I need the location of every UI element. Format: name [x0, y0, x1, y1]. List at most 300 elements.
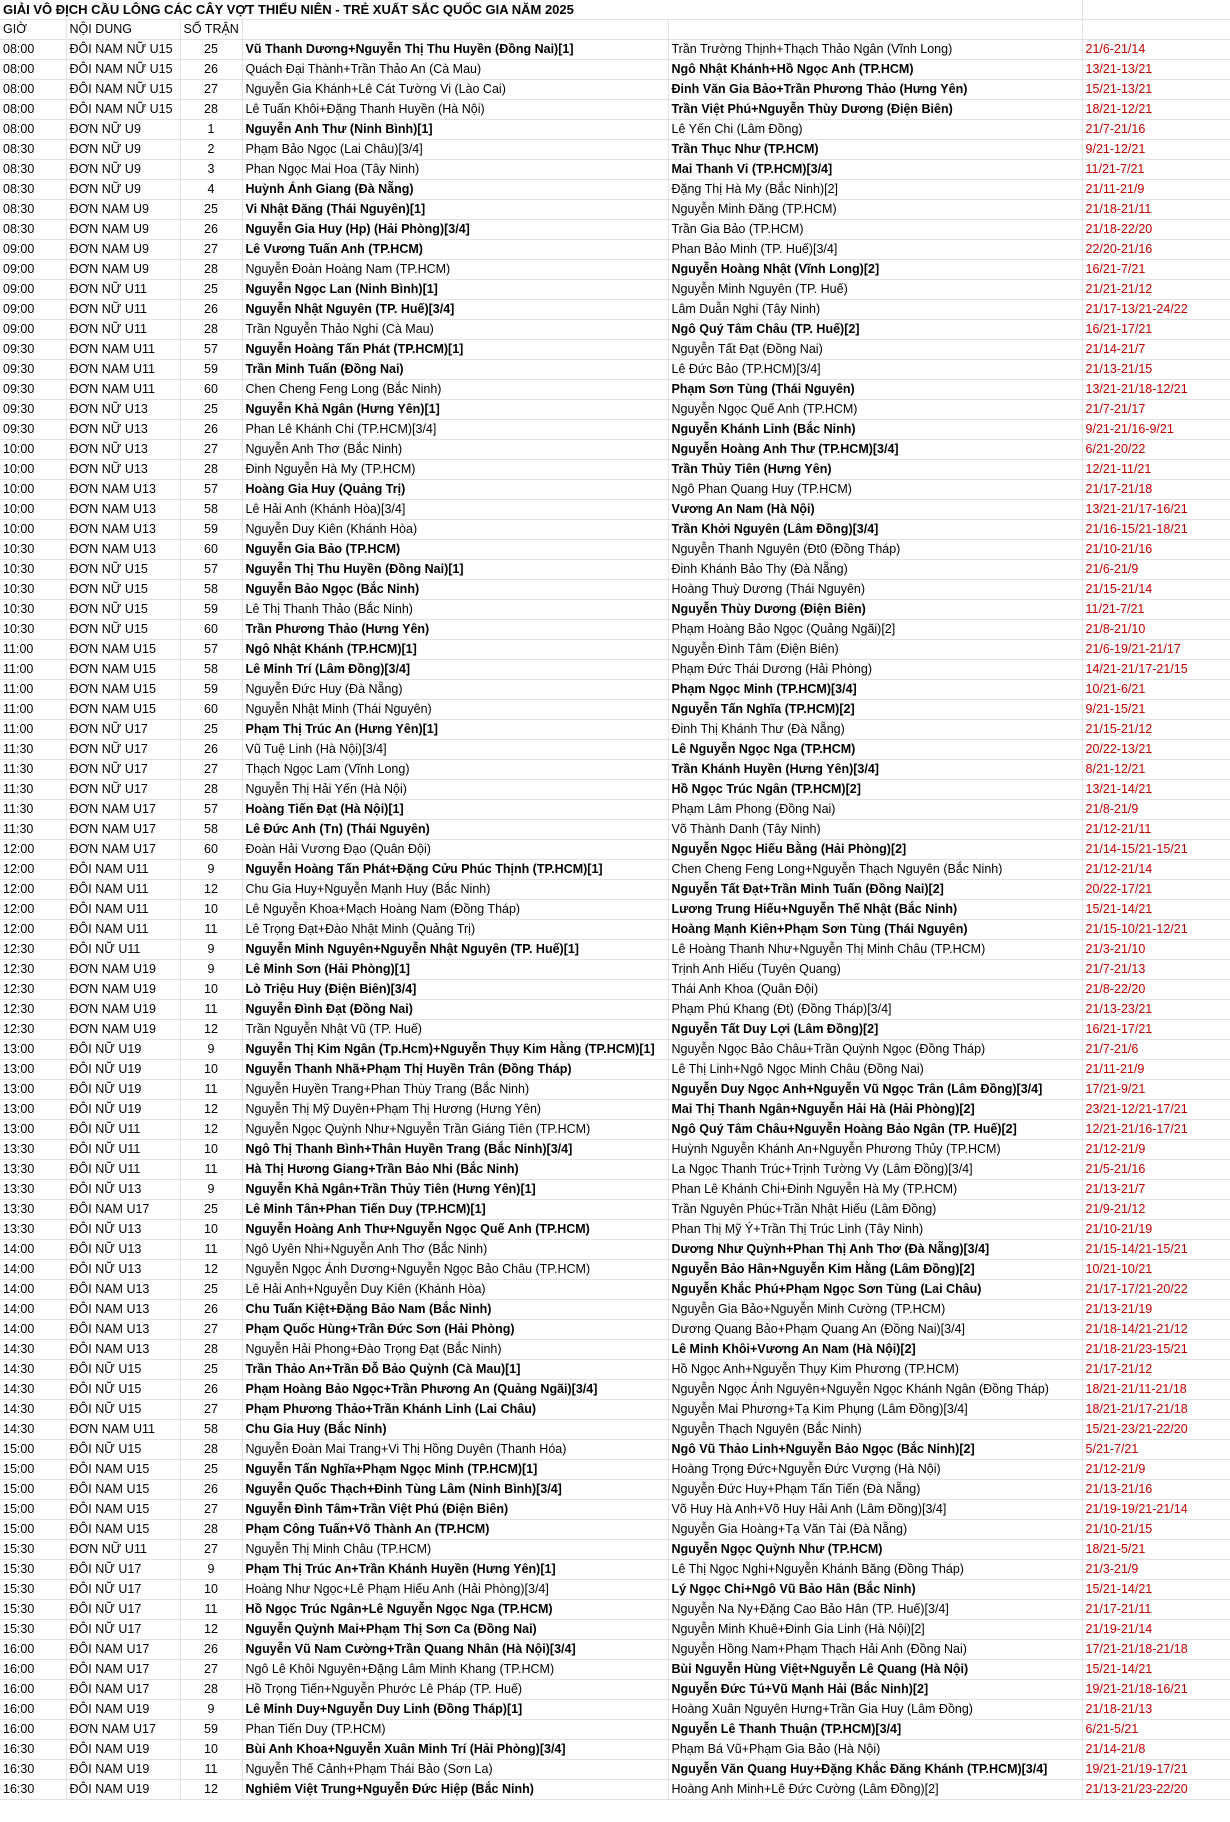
player-2-cell: Trần Khánh Huyền (Hưng Yên)[3/4]: [668, 760, 1082, 780]
match-number-cell: 57: [180, 560, 242, 580]
match-number-cell: 27: [180, 240, 242, 260]
player-1-cell: Lê Nguyễn Khoa+Mạch Hoàng Nam (Đồng Tháp): [242, 900, 668, 920]
player-1-cell: Nguyễn Anh Thơ (Bắc Ninh): [242, 440, 668, 460]
player-1-cell: Nguyễn Đoàn Hoàng Nam (TP.HCM): [242, 260, 668, 280]
match-number-cell: 60: [180, 380, 242, 400]
score-cell: 21/7-21/17: [1082, 400, 1230, 420]
player-1-cell: Thạch Ngọc Lam (Vĩnh Long): [242, 760, 668, 780]
table-row: [0, 980, 1230, 1000]
header-blank: [668, 20, 1082, 40]
player-1-cell: Lê Hải Anh (Khánh Hòa)[3/4]: [242, 500, 668, 520]
time-cell: 12:30: [0, 1000, 66, 1020]
player-2-cell: Vương An Nam (Hà Nội): [668, 500, 1082, 520]
match-number-cell: 27: [180, 80, 242, 100]
player-2-cell: Nguyễn Văn Quang Huy+Đặng Khắc Đăng Khánh (TP.HCM)[3/4]: [668, 1760, 1082, 1780]
match-number-cell: 59: [180, 520, 242, 540]
table-row: [0, 520, 1230, 540]
event-cell: ĐÔI NỮ U17: [66, 1560, 180, 1580]
score-cell: 19/21-21/19-17/21: [1082, 1760, 1230, 1780]
player-1-cell: Hà Thị Hương Giang+Trần Bảo Nhi (Bắc Ninh): [242, 1160, 668, 1180]
table-row: [0, 1260, 1230, 1280]
event-cell: ĐƠN NAM U15: [66, 660, 180, 680]
player-2-cell: Hồ Ngọc Trúc Ngân (TP.HCM)[2]: [668, 780, 1082, 800]
player-2-cell: Lê Thị Linh+Ngô Ngọc Minh Châu (Đồng Nai): [668, 1060, 1082, 1080]
match-number-cell: 58: [180, 580, 242, 600]
match-number-cell: 57: [180, 800, 242, 820]
score-cell: 21/11-21/9: [1082, 180, 1230, 200]
player-1-cell: Nguyễn Quốc Thạch+Đinh Tùng Lâm (Ninh Bình)[3/4]: [242, 1480, 668, 1500]
event-cell: ĐÔI NAM U17: [66, 1640, 180, 1660]
event-cell: ĐÔI NỮ U13: [66, 1260, 180, 1280]
table-row: [0, 1660, 1230, 1680]
score-cell: 21/18-22/20: [1082, 220, 1230, 240]
match-number-cell: 10: [180, 980, 242, 1000]
player-2-cell: Nguyễn Đình Tâm (Điện Biên): [668, 640, 1082, 660]
time-cell: 14:00: [0, 1260, 66, 1280]
player-1-cell: Vũ Thanh Dương+Nguyễn Thị Thu Huyền (Đồng Nai)[1]: [242, 40, 668, 60]
match-number-cell: 12: [180, 1260, 242, 1280]
table-row: [0, 1740, 1230, 1760]
match-number-cell: 27: [180, 1400, 242, 1420]
time-cell: 12:00: [0, 880, 66, 900]
table-row: [0, 460, 1230, 480]
event-cell: ĐƠN NAM U9: [66, 240, 180, 260]
score-cell: 21/12-21/11: [1082, 820, 1230, 840]
player-2-cell: Hồ Ngọc Anh+Nguyễn Thụy Kim Phương (TP.HCM): [668, 1360, 1082, 1380]
event-cell: ĐÔI NAM U19: [66, 1780, 180, 1800]
table-row: [0, 480, 1230, 500]
time-cell: 13:30: [0, 1200, 66, 1220]
time-cell: 11:30: [0, 780, 66, 800]
player-1-cell: Nguyễn Vũ Nam Cường+Trần Quang Nhân (Hà Nội)[3/4]: [242, 1640, 668, 1660]
match-number-cell: 28: [180, 260, 242, 280]
time-cell: 13:00: [0, 1080, 66, 1100]
table-row: [0, 1380, 1230, 1400]
score-cell: 21/9-21/12: [1082, 1200, 1230, 1220]
score-cell: 21/8-21/10: [1082, 620, 1230, 640]
event-cell: ĐÔI NAM U11: [66, 860, 180, 880]
score-cell: 6/21-20/22: [1082, 440, 1230, 460]
time-cell: 14:00: [0, 1280, 66, 1300]
time-cell: 16:00: [0, 1680, 66, 1700]
event-cell: ĐƠN NỮ U17: [66, 740, 180, 760]
player-1-cell: Nguyễn Gia Bảo (TP.HCM): [242, 540, 668, 560]
player-1-cell: Phạm Công Tuấn+Võ Thành An (TP.HCM): [242, 1520, 668, 1540]
score-cell: 16/21-7/21: [1082, 260, 1230, 280]
score-cell: 18/21-5/21: [1082, 1540, 1230, 1560]
time-cell: 12:30: [0, 1020, 66, 1040]
event-cell: ĐƠN NỮ U15: [66, 600, 180, 620]
table-row: [0, 1680, 1230, 1700]
match-number-cell: 57: [180, 480, 242, 500]
event-cell: ĐÔI NAM NỮ U15: [66, 60, 180, 80]
table-row: [0, 1780, 1230, 1800]
score-cell: 15/21-13/21: [1082, 80, 1230, 100]
match-number-cell: 12: [180, 1620, 242, 1640]
player-2-cell: Thái Anh Khoa (Quân Đội): [668, 980, 1082, 1000]
player-2-cell: Nguyễn Hoàng Anh Thư (TP.HCM)[3/4]: [668, 440, 1082, 460]
event-cell: ĐÔI NAM NỮ U15: [66, 40, 180, 60]
table-row: [0, 800, 1230, 820]
match-number-cell: 3: [180, 160, 242, 180]
table-row: [0, 1020, 1230, 1040]
player-1-cell: Nguyễn Anh Thư (Ninh Bình)[1]: [242, 120, 668, 140]
event-cell: ĐƠN NỮ U17: [66, 760, 180, 780]
time-cell: 09:00: [0, 240, 66, 260]
time-cell: 12:30: [0, 960, 66, 980]
event-cell: ĐƠN NAM U19: [66, 980, 180, 1000]
match-number-cell: 58: [180, 820, 242, 840]
match-number-cell: 59: [180, 600, 242, 620]
header-row: [0, 20, 1230, 40]
player-2-cell: Chen Cheng Feng Long+Nguyễn Thạch Nguyên (Bắc Ninh): [668, 860, 1082, 880]
match-number-cell: 10: [180, 900, 242, 920]
event-cell: ĐÔI NAM U17: [66, 1680, 180, 1700]
event-cell: ĐÔI NỮ U13: [66, 1240, 180, 1260]
player-2-cell: Nguyễn Tất Đạt (Đồng Nai): [668, 340, 1082, 360]
header-time: GIỜ: [0, 20, 66, 40]
table-row: [0, 1300, 1230, 1320]
score-cell: 21/13-21/19: [1082, 1300, 1230, 1320]
match-number-cell: 25: [180, 1360, 242, 1380]
player-2-cell: Hoàng Thuỳ Dương (Thái Nguyên): [668, 580, 1082, 600]
event-cell: ĐÔI NỮ U19: [66, 1040, 180, 1060]
player-2-cell: Dương Quang Bảo+Phạm Quang An (Đồng Nai)[3/4]: [668, 1320, 1082, 1340]
player-1-cell: Trần Nguyễn Nhật Vũ (TP. Huế): [242, 1020, 668, 1040]
time-cell: 12:00: [0, 860, 66, 880]
player-1-cell: Nguyễn Hải Phong+Đào Trọng Đạt (Bắc Ninh): [242, 1340, 668, 1360]
event-cell: ĐƠN NAM U11: [66, 1420, 180, 1440]
event-cell: ĐƠN NỮ U11: [66, 1540, 180, 1560]
table-row: [0, 140, 1230, 160]
table-row: [0, 1080, 1230, 1100]
event-cell: ĐƠN NAM U13: [66, 520, 180, 540]
player-2-cell: Phạm Ngọc Minh (TP.HCM)[3/4]: [668, 680, 1082, 700]
time-cell: 13:00: [0, 1100, 66, 1120]
event-cell: ĐƠN NAM U13: [66, 540, 180, 560]
score-cell: 21/17-17/21-20/22: [1082, 1280, 1230, 1300]
time-cell: 13:30: [0, 1220, 66, 1240]
player-1-cell: Nguyễn Đình Đạt (Đồng Nai): [242, 1000, 668, 1020]
table-row: [0, 1200, 1230, 1220]
player-2-cell: Hoàng Anh Minh+Lê Đức Cường (Lâm Đồng)[2]: [668, 1780, 1082, 1800]
score-cell: 13/21-21/18-12/21: [1082, 380, 1230, 400]
match-number-cell: 10: [180, 1220, 242, 1240]
player-2-cell: Nguyễn Duy Ngọc Anh+Nguyễn Vũ Ngọc Trân (Lâm Đồng)[3/4]: [668, 1080, 1082, 1100]
time-cell: 15:30: [0, 1560, 66, 1580]
player-1-cell: Phạm Thị Trúc An (Hưng Yên)[1]: [242, 720, 668, 740]
time-cell: 10:30: [0, 560, 66, 580]
player-1-cell: Nguyễn Nhật Minh (Thái Nguyên): [242, 700, 668, 720]
player-1-cell: Nghiêm Việt Trung+Nguyễn Đức Hiệp (Bắc Ninh): [242, 1780, 668, 1800]
match-number-cell: 26: [180, 220, 242, 240]
event-cell: ĐƠN NỮ U17: [66, 780, 180, 800]
table-row: [0, 160, 1230, 180]
player-2-cell: Nguyễn Đức Tú+Vũ Mạnh Hải (Bắc Ninh)[2]: [668, 1680, 1082, 1700]
player-2-cell: Trần Nguyên Phúc+Trần Nhật Hiếu (Lâm Đồng): [668, 1200, 1082, 1220]
score-cell: 10/21-10/21: [1082, 1260, 1230, 1280]
score-cell: 21/18-14/21-21/12: [1082, 1320, 1230, 1340]
player-2-cell: Nguyễn Khắc Phú+Phạm Ngọc Sơn Tùng (Lai Châu): [668, 1280, 1082, 1300]
player-2-cell: Nguyễn Tấn Nghĩa (TP.HCM)[2]: [668, 700, 1082, 720]
player-2-cell: Nguyễn Gia Bảo+Nguyễn Minh Cường (TP.HCM): [668, 1300, 1082, 1320]
event-cell: ĐÔI NỮ U13: [66, 1180, 180, 1200]
time-cell: 14:00: [0, 1320, 66, 1340]
event-cell: ĐƠN NỮ U9: [66, 140, 180, 160]
player-2-cell: Nguyễn Lê Thanh Thuận (TP.HCM)[3/4]: [668, 1720, 1082, 1740]
match-number-cell: 9: [180, 1700, 242, 1720]
player-1-cell: Chen Cheng Feng Long (Bắc Ninh): [242, 380, 668, 400]
table-row: [0, 1540, 1230, 1560]
player-1-cell: Ngô Uyên Nhi+Nguyễn Anh Thơ (Bắc Ninh): [242, 1240, 668, 1260]
table-row: [0, 1520, 1230, 1540]
match-number-cell: 9: [180, 1560, 242, 1580]
player-2-cell: Ngô Quý Tâm Châu+Nguyễn Hoàng Bảo Ngân (TP. Huế)[2]: [668, 1120, 1082, 1140]
score-cell: 13/21-13/21: [1082, 60, 1230, 80]
table-row: [0, 120, 1230, 140]
time-cell: 14:00: [0, 1300, 66, 1320]
event-cell: ĐƠN NAM U13: [66, 480, 180, 500]
score-cell: 21/19-21/14: [1082, 1620, 1230, 1640]
table-row: [0, 1760, 1230, 1780]
time-cell: 09:00: [0, 300, 66, 320]
score-cell: 21/7-21/6: [1082, 1040, 1230, 1060]
player-1-cell: Nguyễn Thị Thu Huyền (Đồng Nai)[1]: [242, 560, 668, 580]
table-row: [0, 1420, 1230, 1440]
table-row: [0, 1720, 1230, 1740]
time-cell: 15:00: [0, 1460, 66, 1480]
table-row: [0, 820, 1230, 840]
score-cell: 21/15-10/21-12/21: [1082, 920, 1230, 940]
match-number-cell: 12: [180, 1100, 242, 1120]
player-1-cell: Nguyễn Ngọc Quỳnh Như+Nguyễn Trần Giáng Tiên (TP.HCM): [242, 1120, 668, 1140]
score-cell: 21/13-21/15: [1082, 360, 1230, 380]
event-cell: ĐÔI NAM U15: [66, 1500, 180, 1520]
event-cell: ĐƠN NAM U17: [66, 840, 180, 860]
time-cell: 10:00: [0, 500, 66, 520]
event-cell: ĐƠN NỮ U17: [66, 720, 180, 740]
player-2-cell: Nguyễn Na Ny+Đặng Cao Bảo Hân (TP. Huế)[3/4]: [668, 1600, 1082, 1620]
player-1-cell: Phan Ngọc Mai Hoa (Tây Ninh): [242, 160, 668, 180]
player-1-cell: Nguyễn Thị Kim Ngân (Tp.Hcm)+Nguyễn Thụy Kim Hằng (TP.HCM)[1]: [242, 1040, 668, 1060]
player-2-cell: Nguyễn Minh Khuê+Đinh Gia Linh (Hà Nội)[2]: [668, 1620, 1082, 1640]
score-cell: 11/21-7/21: [1082, 160, 1230, 180]
player-2-cell: Lê Hoàng Thanh Như+Nguyễn Thị Minh Châu (TP.HCM): [668, 940, 1082, 960]
player-2-cell: Lê Nguyễn Ngọc Nga (TP.HCM): [668, 740, 1082, 760]
time-cell: 08:30: [0, 180, 66, 200]
time-cell: 08:30: [0, 160, 66, 180]
player-1-cell: Hồ Ngọc Trúc Ngân+Lê Nguyễn Ngọc Nga (TP.HCM): [242, 1600, 668, 1620]
table-row: [0, 260, 1230, 280]
player-2-cell: Đinh Văn Gia Bảo+Trần Phương Thảo (Hưng Yên): [668, 80, 1082, 100]
player-1-cell: Chu Gia Huy+Nguyễn Mạnh Huy (Bắc Ninh): [242, 880, 668, 900]
match-number-cell: 12: [180, 1780, 242, 1800]
score-cell: 16/21-17/21: [1082, 1020, 1230, 1040]
table-row: [0, 1280, 1230, 1300]
table-row: [0, 240, 1230, 260]
event-cell: ĐƠN NAM U11: [66, 380, 180, 400]
player-1-cell: Ngô Thị Thanh Bình+Thân Huyền Trang (Bắc Ninh)[3/4]: [242, 1140, 668, 1160]
match-number-cell: 28: [180, 780, 242, 800]
time-cell: 11:30: [0, 740, 66, 760]
event-cell: ĐÔI NAM U15: [66, 1460, 180, 1480]
player-1-cell: Huỳnh Ánh Giang (Đà Nẵng): [242, 180, 668, 200]
player-2-cell: Võ Thành Danh (Tây Ninh): [668, 820, 1082, 840]
player-1-cell: Nguyễn Gia Khánh+Lê Cát Tường Vi (Lào Cai): [242, 80, 668, 100]
table-row: [0, 920, 1230, 940]
table-row: [0, 880, 1230, 900]
player-1-cell: Nguyễn Khả Ngân+Trần Thủy Tiên (Hưng Yên)[1]: [242, 1180, 668, 1200]
score-cell: 21/21-21/12: [1082, 280, 1230, 300]
match-number-cell: 27: [180, 1540, 242, 1560]
table-row: [0, 740, 1230, 760]
player-1-cell: Hoàng Tiến Đạt (Hà Nội)[1]: [242, 800, 668, 820]
player-2-cell: Huỳnh Nguyễn Khánh An+Nguyễn Phương Thủy (TP.HCM): [668, 1140, 1082, 1160]
event-cell: ĐÔI NỮ U11: [66, 1140, 180, 1160]
score-cell: 21/14-21/7: [1082, 340, 1230, 360]
player-1-cell: Trần Minh Tuấn (Đồng Nai): [242, 360, 668, 380]
match-number-cell: 25: [180, 280, 242, 300]
table-row: [0, 1060, 1230, 1080]
event-cell: ĐƠN NỮ U9: [66, 160, 180, 180]
player-1-cell: Đinh Nguyễn Hà My (TP.HCM): [242, 460, 668, 480]
match-rows: [0, 40, 1230, 1800]
player-1-cell: Bùi Anh Khoa+Nguyễn Xuân Minh Trí (Hải Phòng)[3/4]: [242, 1740, 668, 1760]
score-cell: 21/7-21/16: [1082, 120, 1230, 140]
score-cell: 19/21-21/18-16/21: [1082, 1680, 1230, 1700]
score-cell: 21/14-21/8: [1082, 1740, 1230, 1760]
player-2-cell: Nguyễn Minh Đăng (TP.HCM): [668, 200, 1082, 220]
score-cell: 9/21-21/16-9/21: [1082, 420, 1230, 440]
event-cell: ĐÔI NỮ U15: [66, 1380, 180, 1400]
event-cell: ĐÔI NAM U19: [66, 1700, 180, 1720]
player-2-cell: Nguyễn Ngọc Quỳnh Như (TP.HCM): [668, 1540, 1082, 1560]
player-2-cell: Phạm Sơn Tùng (Thái Nguyên): [668, 380, 1082, 400]
time-cell: 15:30: [0, 1540, 66, 1560]
player-2-cell: Lê Đức Bảo (TP.HCM)[3/4]: [668, 360, 1082, 380]
score-cell: 21/12-21/14: [1082, 860, 1230, 880]
match-number-cell: 10: [180, 1740, 242, 1760]
player-1-cell: Lê Tuấn Khôi+Đặng Thanh Huyền (Hà Nội): [242, 100, 668, 120]
player-1-cell: Nguyễn Duy Kiên (Khánh Hòa): [242, 520, 668, 540]
player-2-cell: Hoàng Trọng Đức+Nguyễn Đức Vượng (Hà Nội): [668, 1460, 1082, 1480]
match-number-cell: 25: [180, 1200, 242, 1220]
score-cell: 21/15-21/14: [1082, 580, 1230, 600]
match-number-cell: 11: [180, 1000, 242, 1020]
player-1-cell: Quách Đại Thành+Trần Thảo An (Cà Mau): [242, 60, 668, 80]
player-1-cell: Vi Nhật Đăng (Thái Nguyên)[1]: [242, 200, 668, 220]
time-cell: 09:00: [0, 280, 66, 300]
table-row: [0, 1040, 1230, 1060]
score-cell: 20/22-17/21: [1082, 880, 1230, 900]
score-cell: 21/13-21/16: [1082, 1480, 1230, 1500]
match-number-cell: 11: [180, 1760, 242, 1780]
table-row: [0, 40, 1230, 60]
player-2-cell: Nguyễn Ngọc Quế Anh (TP.HCM): [668, 400, 1082, 420]
score-cell: 18/21-21/11-21/18: [1082, 1380, 1230, 1400]
match-number-cell: 12: [180, 1020, 242, 1040]
match-number-cell: 27: [180, 1660, 242, 1680]
player-2-cell: Lý Ngọc Chi+Ngô Vũ Bảo Hân (Bắc Ninh): [668, 1580, 1082, 1600]
event-cell: ĐƠN NAM U17: [66, 1720, 180, 1740]
match-number-cell: 59: [180, 360, 242, 380]
event-cell: ĐÔI NỮ U15: [66, 1440, 180, 1460]
event-cell: ĐƠN NAM U9: [66, 260, 180, 280]
player-2-cell: Trần Thục Như (TP.HCM): [668, 140, 1082, 160]
time-cell: 12:30: [0, 980, 66, 1000]
score-cell: 21/6-19/21-21/17: [1082, 640, 1230, 660]
match-number-cell: 60: [180, 700, 242, 720]
time-cell: 14:30: [0, 1360, 66, 1380]
player-2-cell: Nguyễn Bảo Hân+Nguyễn Kim Hằng (Lâm Đồng)[2]: [668, 1260, 1082, 1280]
player-1-cell: Ngô Lê Khôi Nguyên+Đặng Lâm Minh Khang (TP.HCM): [242, 1660, 668, 1680]
table-row: [0, 1120, 1230, 1140]
player-2-cell: Nguyễn Thạch Nguyên (Bắc Ninh): [668, 1420, 1082, 1440]
time-cell: 09:30: [0, 340, 66, 360]
time-cell: 11:00: [0, 700, 66, 720]
event-cell: ĐÔI NAM U17: [66, 1660, 180, 1680]
match-number-cell: 28: [180, 100, 242, 120]
match-number-cell: 27: [180, 1500, 242, 1520]
time-cell: 16:30: [0, 1760, 66, 1780]
score-cell: 21/17-21/12: [1082, 1360, 1230, 1380]
event-cell: ĐÔI NỮ U11: [66, 940, 180, 960]
player-2-cell: Ngô Quý Tâm Châu (TP. Huế)[2]: [668, 320, 1082, 340]
time-cell: 11:30: [0, 800, 66, 820]
match-number-cell: 9: [180, 1040, 242, 1060]
table-row: [0, 840, 1230, 860]
player-2-cell: Trần Thủy Tiên (Hưng Yên): [668, 460, 1082, 480]
time-cell: 10:00: [0, 480, 66, 500]
table-row: [0, 1100, 1230, 1120]
player-2-cell: Hoàng Mạnh Kiên+Phạm Sơn Tùng (Thái Nguyên): [668, 920, 1082, 940]
time-cell: 10:00: [0, 460, 66, 480]
score-cell: 21/5-21/16: [1082, 1160, 1230, 1180]
player-1-cell: Nguyễn Thanh Nhã+Phạm Thị Huyền Trân (Đồng Tháp): [242, 1060, 668, 1080]
event-cell: ĐÔI NAM U11: [66, 900, 180, 920]
score-cell: 21/12-21/9: [1082, 1140, 1230, 1160]
event-cell: ĐƠN NAM U15: [66, 680, 180, 700]
player-2-cell: Phạm Đức Thái Dương (Hải Phòng): [668, 660, 1082, 680]
time-cell: 11:00: [0, 660, 66, 680]
player-2-cell: Lương Trung Hiếu+Nguyễn Thế Nhật (Bắc Ninh): [668, 900, 1082, 920]
table-row: [0, 900, 1230, 920]
time-cell: 08:30: [0, 140, 66, 160]
match-number-cell: 10: [180, 1140, 242, 1160]
table-row: [0, 500, 1230, 520]
table-row: [0, 380, 1230, 400]
player-1-cell: Lê Minh Trí (Lâm Đồng)[3/4]: [242, 660, 668, 680]
player-1-cell: Nguyễn Khả Ngân (Hưng Yên)[1]: [242, 400, 668, 420]
table-row: [0, 340, 1230, 360]
match-number-cell: 28: [180, 320, 242, 340]
event-cell: ĐÔI NAM U19: [66, 1740, 180, 1760]
time-cell: 15:30: [0, 1580, 66, 1600]
match-number-cell: 12: [180, 880, 242, 900]
time-cell: 13:30: [0, 1160, 66, 1180]
event-cell: ĐƠN NAM U11: [66, 340, 180, 360]
match-number-cell: 58: [180, 660, 242, 680]
player-2-cell: Phạm Hoàng Bảo Ngọc (Quảng Ngãi)[2]: [668, 620, 1082, 640]
match-number-cell: 28: [180, 460, 242, 480]
table-row: [0, 1320, 1230, 1340]
player-1-cell: Lê Thị Thanh Thảo (Bắc Ninh): [242, 600, 668, 620]
event-cell: ĐÔI NAM U13: [66, 1280, 180, 1300]
table-row: [0, 1000, 1230, 1020]
match-number-cell: 28: [180, 1520, 242, 1540]
score-cell: 21/8-22/20: [1082, 980, 1230, 1000]
event-cell: ĐÔI NAM NỮ U15: [66, 100, 180, 120]
